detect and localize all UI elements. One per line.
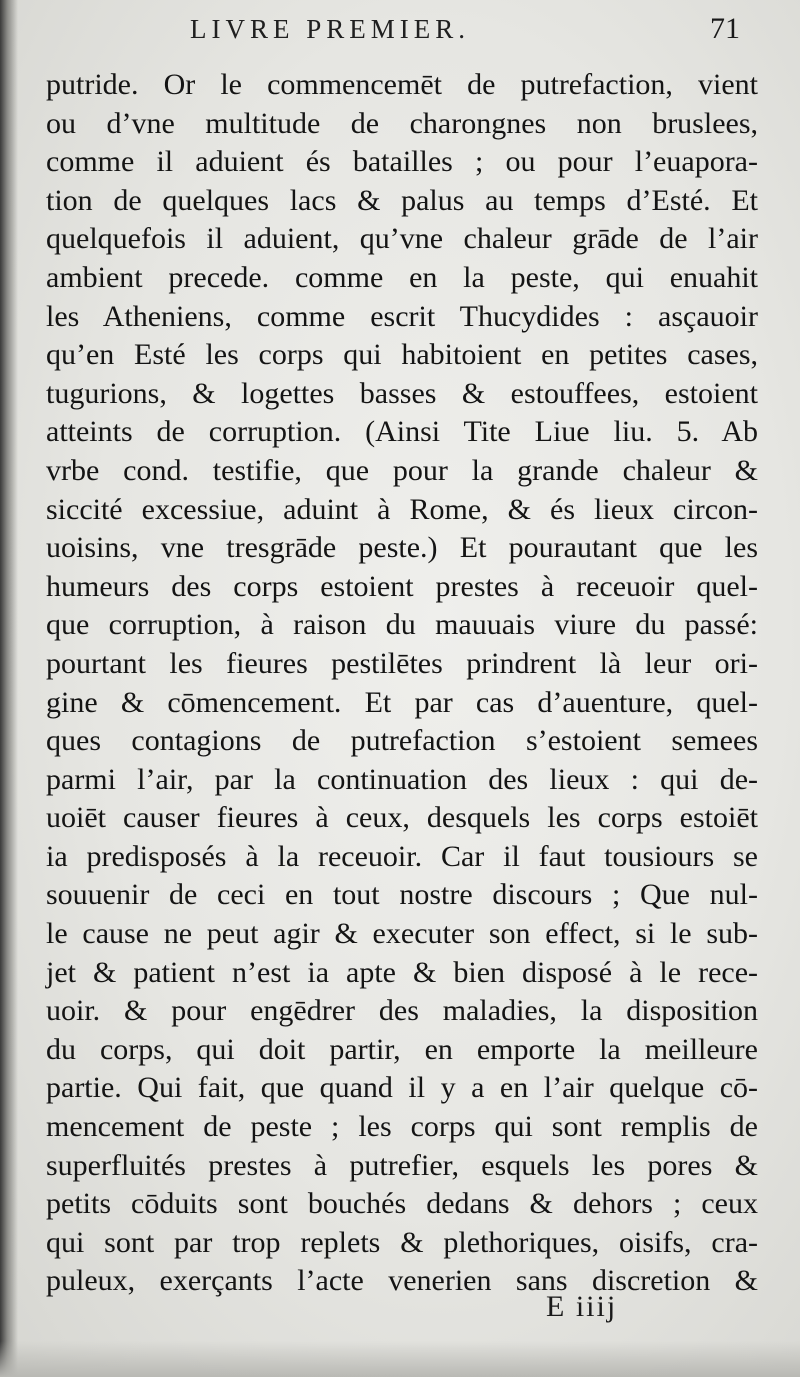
running-head: LIVRE PREMIER. (190, 14, 471, 44)
text-line: qu’en Esté les corps qui habitoient en petites cases, (46, 338, 758, 372)
page-binding-shadow (0, 0, 18, 1377)
text-line: uoisins, vne tresgrāde peste.) Et pourautant que les (46, 531, 758, 565)
text-line: humeurs des corps estoient prestes à receuoir quel- (46, 569, 758, 603)
text-line: parmi l’air, par la continuation des lieux : qui de- (46, 762, 758, 796)
text-line: que corruption, à raison du mauuais viure du passé: (46, 608, 758, 642)
text-line: ambient precede. comme en la peste, qui enuahit (46, 260, 758, 294)
text-line: ia predisposés à la receuoir. Car il faut tousiours se (46, 839, 758, 873)
text-line: siccité excessiue, aduint à Rome, & és lieux circon- (46, 492, 758, 526)
text-line: vrbe cond. testifie, que pour la grande chaleur & (46, 453, 758, 487)
page-number: 71 (710, 12, 740, 45)
text-line: souuenir de ceci en tout nostre discours ; Que nul- (46, 878, 758, 912)
text-line: les Atheniens, comme escrit Thucydides : asçauoir (46, 299, 758, 333)
text-line: tion de quelques lacs & palus au temps d’Esté. Et (46, 183, 758, 217)
text-line: puleux, exerçants l’acte venerien sans discretion & (46, 1264, 758, 1298)
text-line: comme il aduient és batailles ; ou pour l’euapora- (46, 145, 758, 179)
text-line: jet & patient n’est ia apte & bien disposé à le rece- (46, 955, 758, 989)
text-line: uoiēt causer fieures à ceux, desquels les corps estoiēt (46, 801, 758, 835)
text-line: atteints de corruption. (Ainsi Tite Liue liu. 5. Ab (46, 415, 758, 449)
text-line: qui sont par trop replets & plethoriques, oisifs, cra- (46, 1225, 758, 1259)
text-line: putride. Or le commencemēt de putrefaction, vient (46, 68, 758, 101)
text-line: partie. Qui fait, que quand il y a en l’air quelque cō- (46, 1071, 758, 1105)
text-line: uoir. & pour engēdrer des maladies, la disposition (46, 994, 758, 1028)
text-line: gine & cōmencement. Et par cas d’auenture, quel- (46, 685, 758, 719)
text-line: mencement de peste ; les corps qui sont remplis de (46, 1110, 758, 1144)
text-line: ques contagions de putrefaction s’estoient semees (46, 724, 758, 758)
text-line: petits cōduits sont bouchés dedans & dehors ; ceux (46, 1187, 758, 1221)
signature-mark: E iiij (546, 1290, 618, 1323)
text-line: du corps, qui doit partir, en emporte la meilleure (46, 1032, 758, 1066)
page-bottom-shadow (0, 1341, 800, 1377)
body-text (46, 66, 758, 1301)
text-line: pourtant les fieures pestilētes prindrent là leur ori- (46, 646, 758, 680)
text-line: superfluités prestes à putrefier, esquels les pores & (46, 1148, 758, 1182)
text-line: ou d’vne multitude de charongnes non bruslees, (46, 106, 758, 140)
text-line: tugurions, & logettes basses & estouffees, estoient (46, 376, 758, 410)
text-line: quelquefois il aduient, qu’vne chaleur grāde de l’air (46, 222, 758, 256)
text-line: le cause ne peut agir & executer son effect, si le sub- (46, 917, 758, 951)
